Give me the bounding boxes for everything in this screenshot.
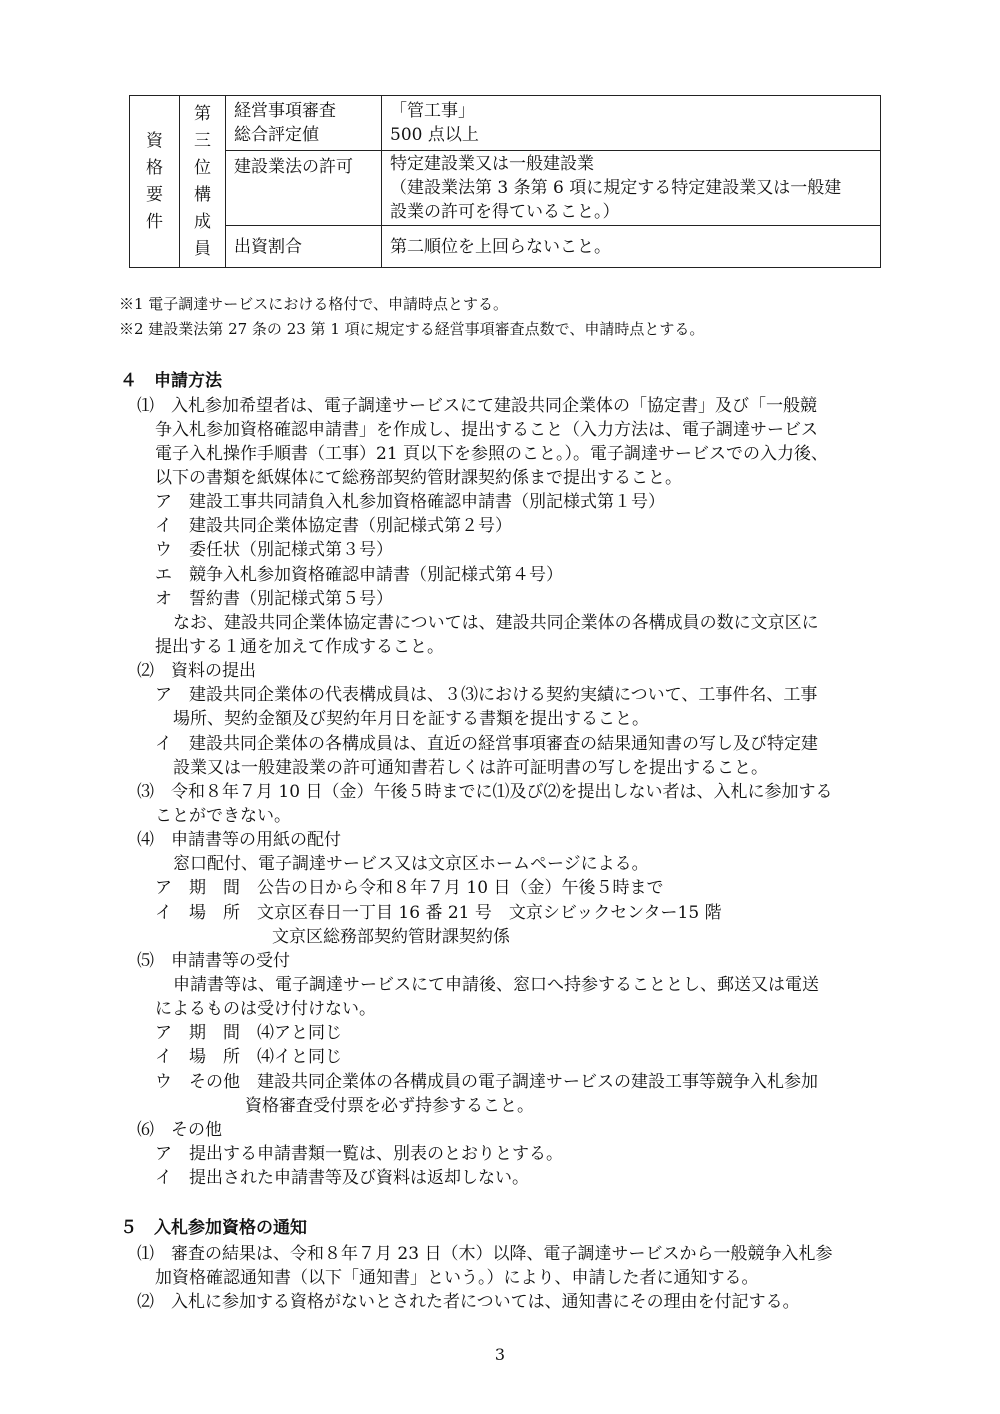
subsection-heading: ⑸ 申請書等の受付: [137, 951, 290, 971]
list-item: ウ その他 建設共同企業体の各構成員の電子調達サービスの建設工事等競争入札参加: [155, 1072, 818, 1092]
vertical-char: 要: [146, 184, 163, 205]
row-label-cell: 出資割合: [226, 226, 382, 268]
vertical-char: 位: [194, 157, 211, 178]
third-member-header-cell: [180, 96, 226, 268]
vertical-char: 格: [146, 157, 163, 178]
body-line: 文京区総務部契約管財課契約係: [272, 927, 510, 947]
body-line: 提出する１通を加えて作成すること。: [155, 637, 444, 657]
section-5-title: ５ 入札参加資格の通知: [120, 1218, 307, 1238]
body-line: によるものは受け付けない。: [155, 999, 376, 1019]
list-item: エ 競争入札参加資格確認申請書（別記様式第４号）: [155, 565, 563, 585]
subsection-heading: ⑹ その他: [137, 1120, 222, 1140]
list-item: ア 期 間 ⑷アと同じ: [155, 1023, 342, 1043]
body-line: ことができない。: [155, 806, 291, 826]
list-item: イ 提出された申請書等及び資料は返却しない。: [155, 1168, 529, 1188]
list-item: ウ 委任状（別記様式第３号）: [155, 540, 393, 560]
vertical-char: 成: [194, 211, 211, 232]
body-line: 以下の書類を紙媒体にて総務部契約管財課契約係まで提出すること。: [155, 468, 682, 488]
list-item: イ 建設共同企業体の各構成員は、直近の経営事項審査の結果通知書の写し及び特定建: [155, 734, 818, 754]
body-line: なお、建設共同企業体協定書については、建設共同企業体の各構成員の数に文京区に: [173, 613, 819, 633]
note-2: ※2 建設業法第 27 条の 23 第 1 項に規定する経営事項審査点数で、申請時点とする。: [119, 320, 705, 338]
vertical-char: 件: [146, 211, 163, 232]
list-item: ア 期 間 公告の日から令和８年７月 10 日（金）午後５時まで: [155, 878, 664, 898]
list-item: イ 場 所 ⑷イと同じ: [155, 1047, 342, 1067]
subsection-heading: ⑷ 申請書等の用紙の配付: [137, 830, 341, 850]
vertical-char: 員: [194, 238, 211, 259]
body-line: 争入札参加資格確認申請書」を作成し、提出すること（入力方法は、電子調達サービス: [155, 420, 818, 440]
section-4-title: ４ 申請方法: [120, 371, 222, 391]
requirements-table: [129, 95, 881, 268]
body-line: 窓口配付、電子調達サービス又は文京区ホームページによる。: [173, 854, 649, 874]
body-line: 資格審査受付票を必ず持参すること。: [245, 1096, 534, 1116]
body-line: 設業又は一般建設業の許可通知書若しくは許可証明書の写しを提出すること。: [173, 758, 768, 778]
body-line: 申請書等は、電子調達サービスにて申請後、窓口へ持参することとし、郵送又は電送: [173, 975, 819, 995]
qualification-header-cell: [130, 96, 180, 268]
row-label-cell: 建設業法の許可: [226, 151, 382, 226]
body-line: ⑴ 入札参加希望者は、電子調達サービスにて建設共同企業体の「協定書」及び「一般競: [137, 396, 817, 416]
row-value-cell: 第二順位を上回らないこと。: [382, 226, 881, 268]
list-item: イ 場 所 文京区春日一丁目 16 番 21 号 文京シビックセンター15 階: [155, 903, 722, 923]
list-item: ア 提出する申請書類一覧は、別表のとおりとする。: [155, 1144, 563, 1164]
list-item: ア 建設工事共同請負入札参加資格確認申請書（別記様式第１号）: [155, 492, 665, 512]
vertical-char: 構: [194, 184, 211, 205]
body-line: 電子入札操作手順書（工事）21 頁以下を参照のこと。）。電子調達サービスでの入力後、: [155, 444, 829, 464]
list-item: イ 建設共同企業体協定書（別記様式第２号）: [155, 516, 512, 536]
body-line: 加資格確認通知書（以下「通知書」という。）により、申請した者に通知する。: [155, 1268, 759, 1288]
vertical-char: 資: [146, 130, 163, 151]
note-1: ※1 電子調達サービスにおける格付で、申請時点とする。: [119, 295, 509, 313]
list-item: オ 誓約書（別記様式第５号）: [155, 589, 393, 609]
subsection-heading: ⑶ 令和８年７月 10 日（金）午後５時までに⑴及び⑵を提出しない者は、入札に参加する: [137, 782, 833, 802]
subsection-heading: ⑵ 資料の提出: [137, 661, 256, 681]
list-item: ア 建設共同企業体の代表構成員は、３⑶における契約実績について、工事件名、工事: [155, 685, 818, 705]
row-label-cell: 経営事項審査 総合評定値: [226, 96, 382, 151]
body-line: 場所、契約金額及び契約年月日を証する書類を提出すること。: [173, 709, 649, 729]
row-value-cell: 特定建設業又は一般建設業 （建設業法第 3 条第 6 項に規定する特定建設業又は一般建 設業の許可を得ていること。）: [382, 151, 881, 226]
vertical-char: 第: [194, 103, 211, 124]
page-number: 3: [494, 1345, 506, 1364]
body-line: ⑵ 入札に参加する資格がないとされた者については、通知書にその理由を付記する。: [137, 1292, 800, 1312]
vertical-char: 三: [194, 130, 211, 151]
row-value-cell: 「管工事」 500 点以上: [382, 96, 881, 151]
body-line: ⑴ 審査の結果は、令和８年７月 23 日（木）以降、電子調達サービスから一般競争入札参: [137, 1244, 833, 1264]
